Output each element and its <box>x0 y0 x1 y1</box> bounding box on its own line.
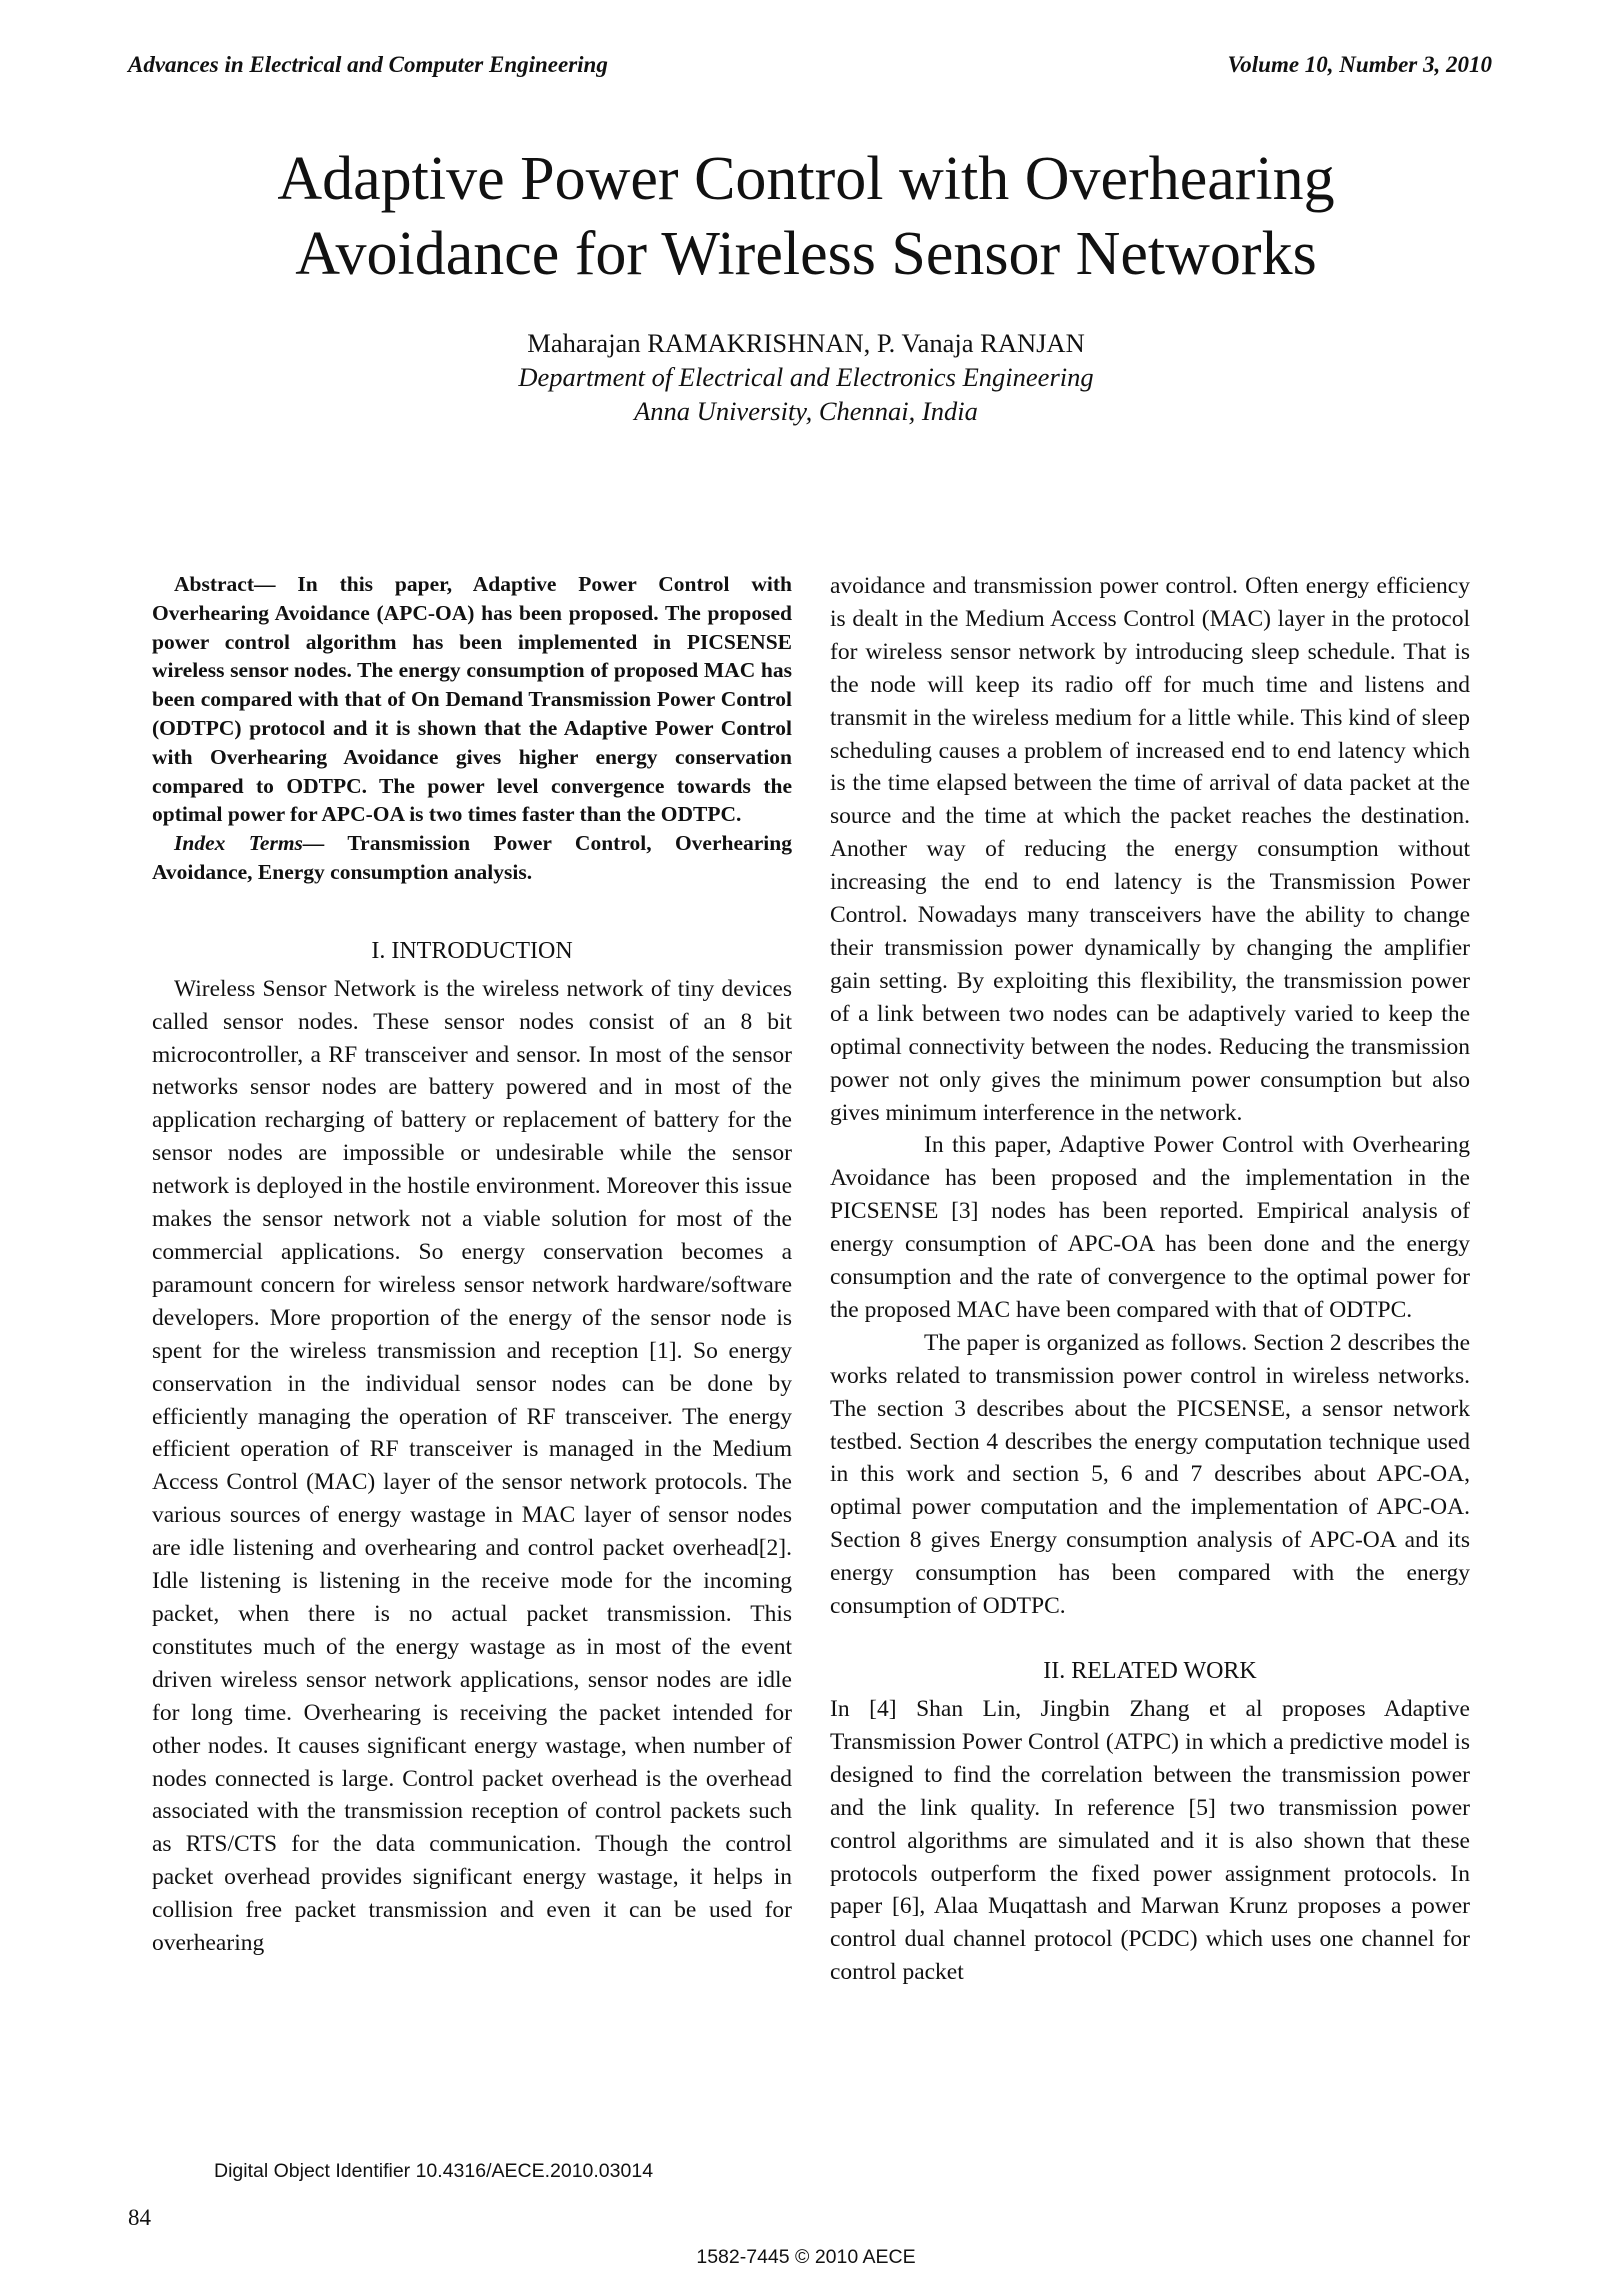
title-line-2: Avoidance for Wireless Sensor Networks <box>295 220 1317 288</box>
index-terms-label: Index Terms— <box>174 831 325 856</box>
intro-paragraph-2: In this paper, Adaptive Power Control with Overhearing Avoidance has been proposed and the implementation in the PICSENSE [3] nodes has been reported. Empirical analysis of energy consumption of APC-OA has been done and the energy consumption and the rate of convergence to the optimal power for the proposed MAC have been compared with that of ODTPC. <box>830 1132 1470 1323</box>
author-block <box>130 326 1482 428</box>
title-line-1: Adaptive Power Control with Overhearing <box>277 145 1335 213</box>
running-head <box>128 52 1492 78</box>
page-number: 84 <box>128 2205 151 2230</box>
index-terms <box>152 829 792 887</box>
right-column <box>830 570 1470 1989</box>
intro-paragraph-1: Wireless Sensor Network is the wireless network of tiny devices called sensor nodes. These sensor nodes consist of an 8 bit microcontroller, a RF transceiver and sensor. In most of the sensor networks sensor nodes are battery powered and in most of the application recharging of battery or replacement of battery for the sensor nodes are impossible or undesirable while the sensor network is deployed in the hostile environment. Moreover this issue makes the sensor network not a viable solution for most of the commercial applications. So energy conservation becomes a paramount concern for wireless sensor network hardware/software developers. More proportion of the energy of the sensor node is spent for the wireless transmission and reception [1]. So energy conservation in the individual sensor nodes can be done by efficiently managing the operation of RF transceiver. The energy efficient operation of RF transceiver is managed in the Medium Access Control (MAC) layer of the sensor network protocols. The various sources of energy wastage in MAC layer of sensor nodes are idle listening and overhearing and control packet overhead[2]. Idle listening is listening in the receive mode for the incoming packet, when there is no actual packet transmission. This constitutes much of the energy wastage as in most of the event driven wireless sensor network applications, sensor nodes are idle for long time. Overhearing is receiving the packet intended for other nodes. It causes significant energy wastage, when number of nodes connected is large. Control packet overhead is the overhead associated with the transmission reception of control packets such as RTS/CTS for the data communication. Though the control packet overhead provides significant energy wastage, it helps in collision free packet transmission and even it can be used for overhearing <box>152 975 792 1957</box>
index-terms-text: Transmission Power Control, Overhearing Avoidance, Energy consumption analysis. <box>152 831 792 884</box>
abstract <box>152 570 792 829</box>
related-work-paragraph-1: In [4] Shan Lin, Jingbin Zhang et al proposes Adaptive Transmission Power Control (ATPC) in which a predictive model is designed to find the correlation between the transmission power and the link quality. In reference [5] two transmission power control algorithms are simulated and it is also shown that these protocols outperform the fixed power assignment protocols. In paper [6], Alaa Muqattash and Marwan Krunz proposes a power control dual channel protocol (PCDC) which uses one channel for control packet <box>830 1696 1470 1986</box>
doi: Digital Object Identifier 10.4316/AECE.2010.03014 <box>214 2160 654 2182</box>
section-heading-introduction: I. INTRODUCTION <box>371 937 573 964</box>
volume-info: Volume 10, Number 3, 2010 <box>1227 52 1492 77</box>
section-heading-related-work: II. RELATED WORK <box>1043 1658 1257 1684</box>
author-names: Maharajan RAMAKRISHNAN, P. Vanaja RANJAN <box>527 328 1085 358</box>
journal-name: Advances in Electrical and Computer Engineering <box>128 52 608 77</box>
abstract-text: In this paper, Adaptive Power Control with Overhearing Avoidance (APC-OA) has been proposed. The proposed power control algorithm has been implemented in PICSENSE wireless sensor nodes. The energy consumption of proposed MAC has been compared with that of On Demand Transmission Power Control (ODTPC) protocol and it is shown that the Adaptive Power Control with Overhearing Avoidance gives higher energy conservation compared to ODTPC. The power level convergence towards the optimal power for APC-OA is two times faster than the ODTPC. <box>152 572 792 827</box>
abstract-label: Abstract— <box>174 572 276 596</box>
intro-paragraph-3: The paper is organized as follows. Section 2 describes the works related to transmission power control in wireless networks. The section 3 describes about the PICSENSE, a sensor network testbed. Section 4 describes the energy computation technique used in this work and section 5, 6 and 7 describes about APC-OA, optimal power computation and the implementation of APC-OA. Section 8 gives Energy consumption analysis of APC-OA and its energy consumption has been compared with the energy consumption of ODTPC. <box>830 1329 1470 1620</box>
author-department: Department of Electrical and Electronics Engineering <box>518 362 1094 392</box>
author-university: Anna University, Chennai, India <box>634 396 978 426</box>
paper-title <box>130 142 1482 292</box>
left-column <box>152 570 792 1960</box>
copyright: 1582-7445 © 2010 AECE <box>696 2246 916 2268</box>
intro-paragraph-1-continued: avoidance and transmission power control. Often energy efficiency is dealt in the Medium Access Control (MAC) layer in the protocol for wireless sensor network by introducing sleep schedule. That is the node will keep its radio off for much time and listens and transmit in the wireless medium for a little while. This kind of sleep scheduling causes a problem of increased end to end latency which is the time elapsed between the time of arrival of data packet at the source and the time at which the packet reaches the destination. Another way of reducing the energy consumption without increasing the end to end latency is the Transmission Power Control. Nowadays many transceivers have the ability to change their transmission power dynamically by changing the amplifier gain setting. By exploiting this flexibility, the transmission power of a link between two nodes can be adaptively varied to keep the optimal connectivity between the nodes. Reducing the transmission power not only gives the minimum power consumption but also gives minimum interference in the network. <box>830 573 1470 1126</box>
